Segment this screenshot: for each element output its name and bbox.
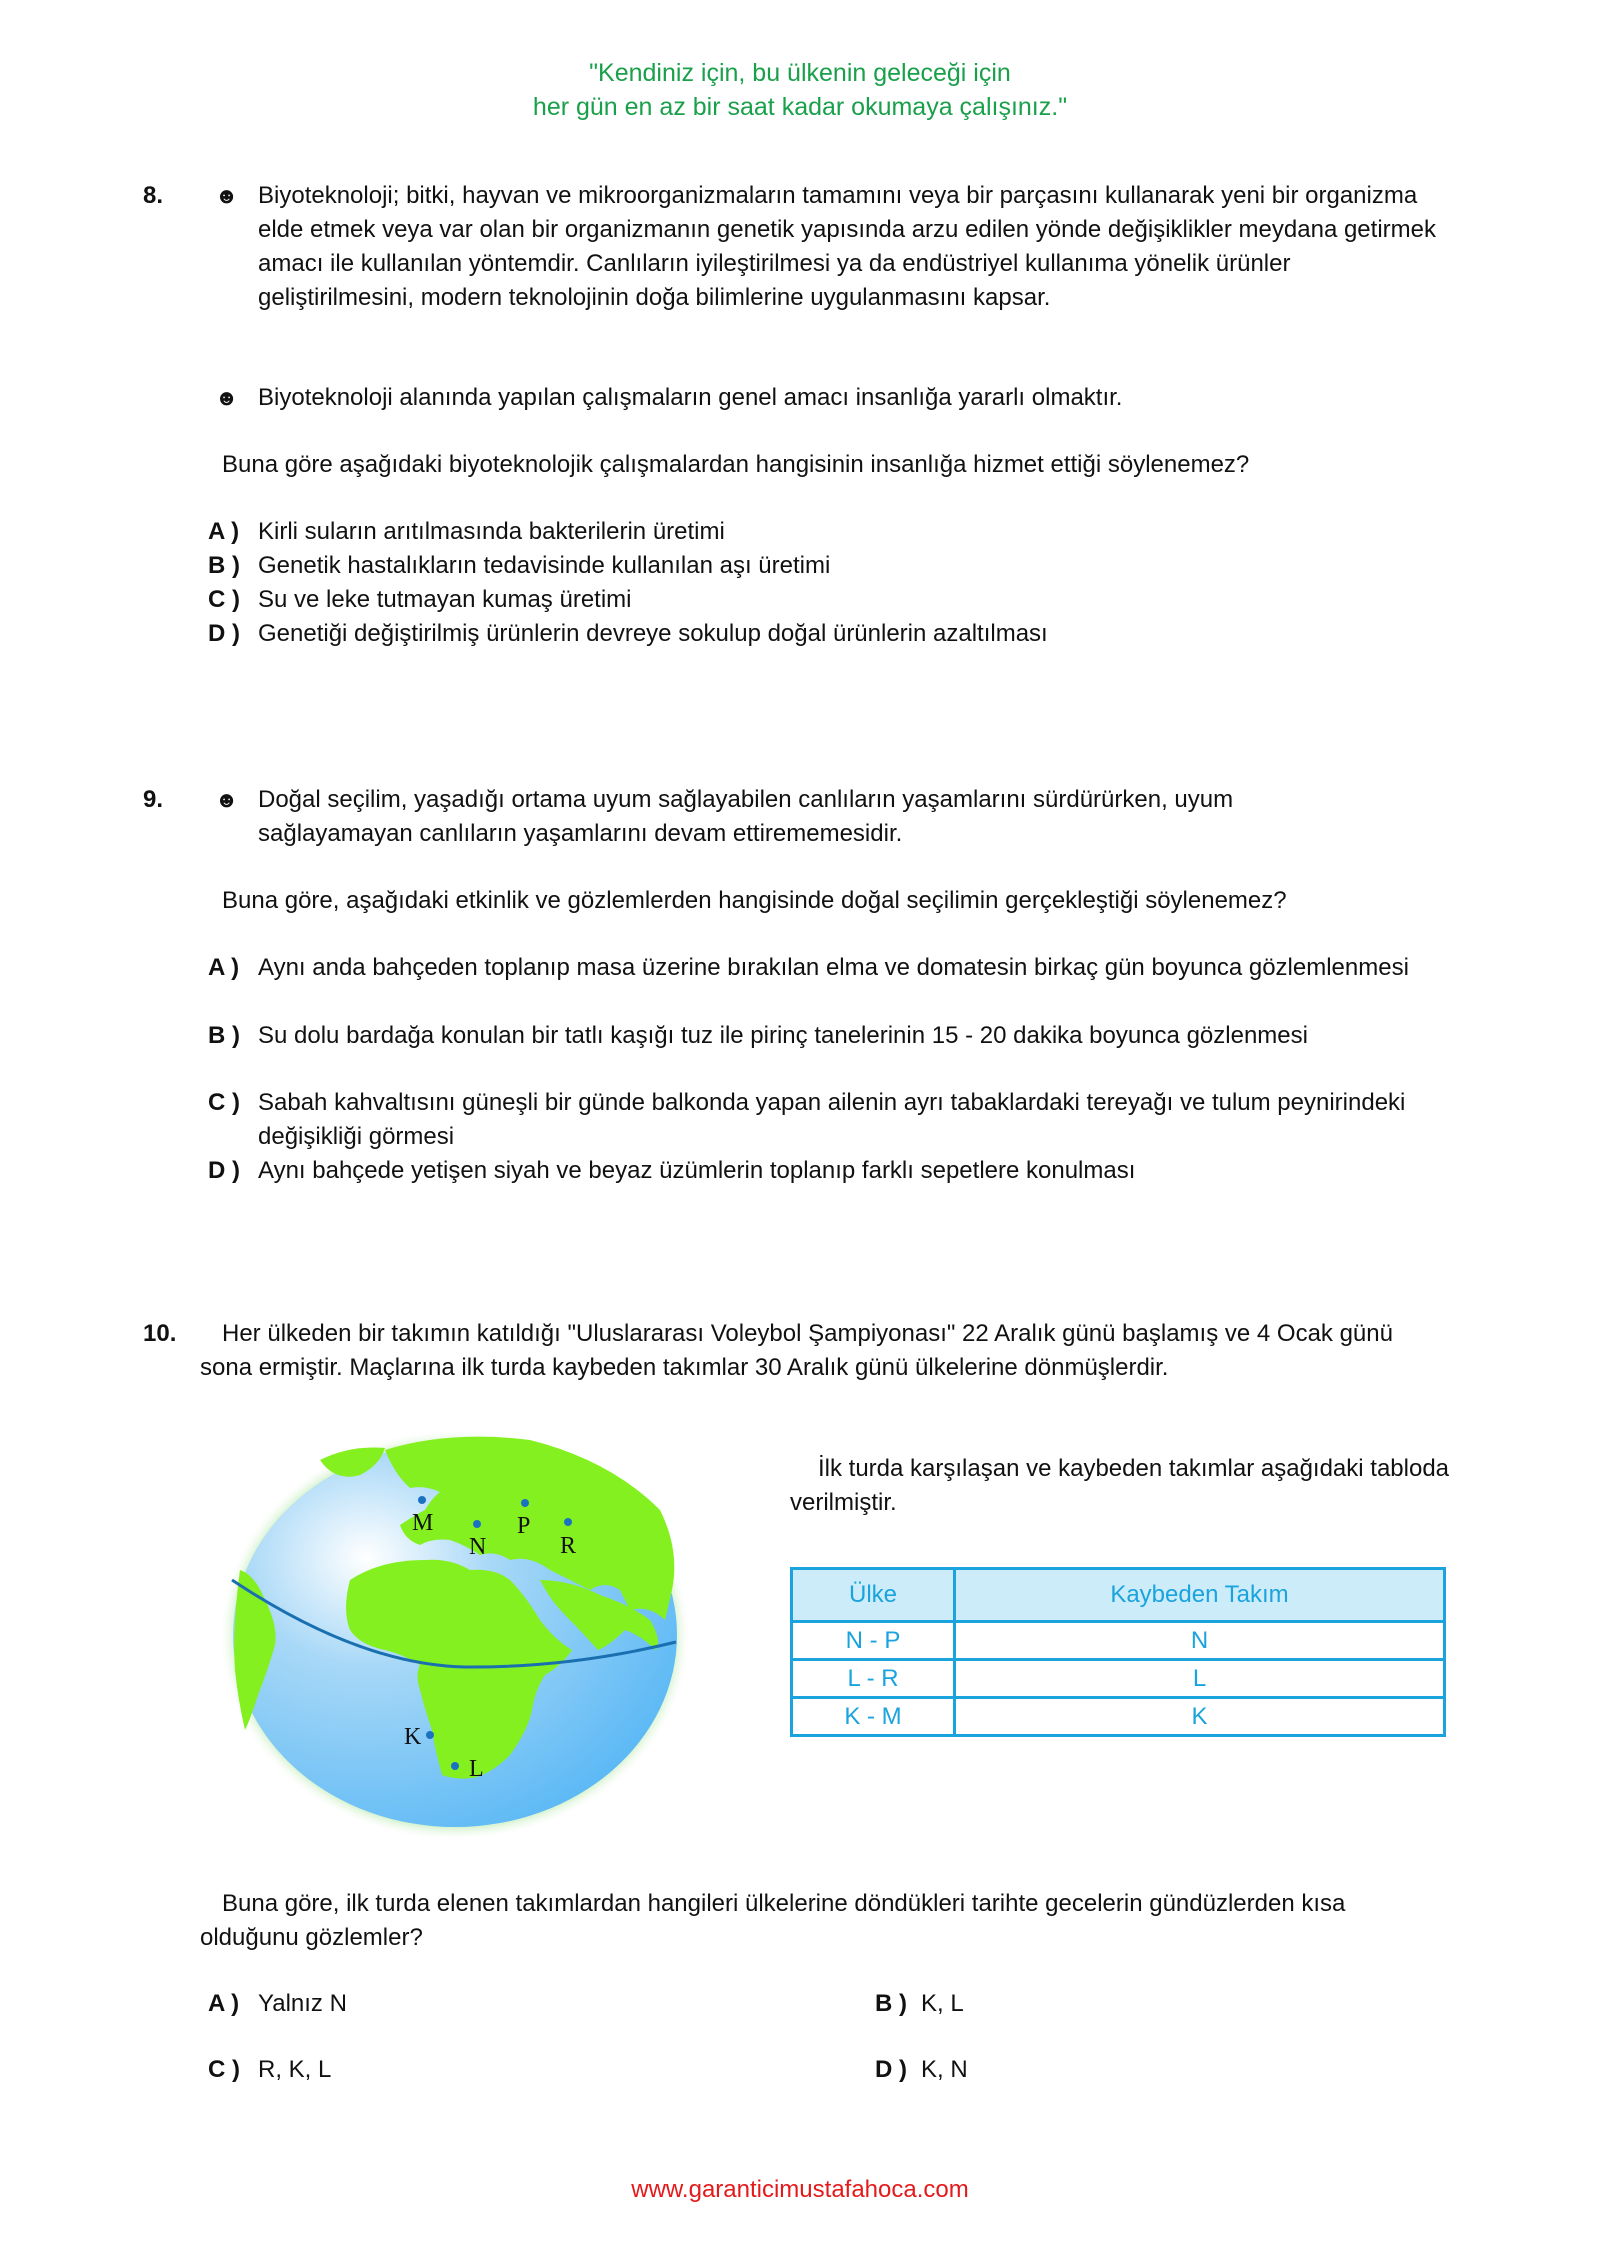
match-table — [790, 1567, 1446, 1737]
cell-losing-team: K — [955, 1698, 1445, 1736]
dot-p — [521, 1499, 529, 1507]
label-l: L — [469, 1756, 484, 1782]
label-p: P — [517, 1513, 531, 1539]
option-d[interactable] — [208, 617, 1438, 651]
option-text: Aynı anda bahçeden toplanıp masa üzerine bırakılan elma ve domatesin birkaç gün boyunca gözlemlenmesi — [258, 954, 1409, 981]
option-letter: D ) — [875, 2056, 907, 2083]
option-text: Genetik hastalıkların tedavisinde kullanılan aşı üretimi — [258, 552, 831, 579]
option-d[interactable] — [208, 1154, 1448, 1188]
option-letter: C ) — [208, 2056, 240, 2083]
option-c[interactable] — [208, 583, 1438, 617]
column-header-country: Ülke — [792, 1569, 955, 1622]
option-text: Kirli suların arıtılmasında bakterilerin üretimi — [258, 518, 725, 545]
option-c[interactable] — [208, 1086, 1448, 1154]
option-text: K, N — [921, 2056, 968, 2083]
smiley-icon: ☻ — [215, 385, 239, 410]
option-letter: B ) — [875, 1990, 907, 2017]
globe-illustration — [210, 1430, 700, 1850]
label-n: N — [469, 1534, 487, 1560]
footer-url[interactable]: www.garanticimustafahoca.com — [631, 2176, 969, 2203]
option-text: Su dolu bardağa konulan bir tatlı kaşığı tuz ile pirinç tanelerinin 15 - 20 dakika boyunca gözlenmesi — [258, 1022, 1308, 1049]
statement-1: Doğal seçilim, yaşadığı ortama uyum sağlayabilen canlıların yaşamlarını sürdürürken, uyum sağlayamayan canlıların yaşamlarını devam ettirememesidir. — [258, 786, 1234, 847]
option-a[interactable] — [208, 1987, 608, 2021]
option-c[interactable] — [208, 2053, 608, 2087]
option-letter: C ) — [208, 1089, 240, 1116]
cell-country: K - M — [792, 1698, 955, 1736]
option-b[interactable] — [875, 1987, 1175, 2021]
table-row — [792, 1660, 1445, 1698]
motto — [0, 56, 1600, 124]
question-number: 9. — [143, 786, 164, 813]
motto-line-1: "Kendiniz için, bu ülkenin geleceği için — [589, 59, 1011, 87]
option-d[interactable] — [875, 2053, 1175, 2087]
option-a[interactable] — [208, 951, 1428, 985]
table-row — [792, 1622, 1445, 1660]
option-letter: A ) — [208, 1990, 240, 2017]
table-header-row — [792, 1569, 1445, 1622]
option-b[interactable] — [208, 1019, 1358, 1053]
option-letter: A ) — [208, 954, 240, 981]
statement-2: Biyoteknoloji alanında yapılan çalışmaların genel amacı insanlığa yararlı olmaktır. — [258, 384, 1123, 411]
question-number: 10. — [143, 1320, 177, 1347]
cell-losing-team: N — [955, 1622, 1445, 1660]
option-text: Genetiği değiştirilmiş ürünlerin devreye sokulup doğal ürünlerin azaltılması — [258, 620, 1048, 647]
globe-svg — [210, 1430, 700, 1850]
table-intro: İlk turda karşılaşan ve kaybeden takımlar aşağıdaki tabloda verilmiştir. — [790, 1455, 1450, 1516]
smiley-icon: ☻ — [215, 183, 239, 208]
question-prompt: Buna göre aşağıdaki biyoteknolojik çalışmalardan hangisinin insanlığa hizmet ettiği söylenemez? — [222, 451, 1250, 478]
motto-line-2: her gün en az bir saat kadar okumaya çalışınız." — [532, 93, 1068, 121]
option-letter: D ) — [208, 1157, 240, 1184]
dot-n — [473, 1520, 481, 1528]
option-text: Su ve leke tutmayan kumaş üretimi — [258, 586, 632, 613]
statement-1: Biyoteknoloji; bitki, hayvan ve mikroorganizmaların tamamını veya bir parçasını kullanarak yeni bir organizma elde etmek veya var olan bir organizmanın genetik yapısında arzu edilen yönde değişiklikler meydana getirmek amacı ile kullanılan yöntemdir. Canlıların iyileştirilmesi ya da endüstriyel kullanıma yönelik ürünler geliştirilmesini, modern teknolojinin doğa bilimlerine uygulanmasını kapsar. — [258, 182, 1436, 311]
option-text: Aynı bahçede yetişen siyah ve beyaz üzümlerin toplanıp farklı sepetlere konulması — [258, 1157, 1136, 1184]
smiley-icon: ☻ — [215, 787, 239, 812]
option-text: K, L — [921, 1990, 964, 2017]
question-number: 8. — [143, 182, 164, 209]
column-header-losing-team: Kaybeden Takım — [955, 1569, 1445, 1622]
dot-r — [564, 1518, 572, 1526]
label-m: M — [412, 1510, 434, 1536]
option-text: Yalnız N — [258, 1990, 347, 2017]
option-letter: A ) — [208, 518, 240, 545]
option-letter: C ) — [208, 586, 240, 613]
question-intro: Her ülkeden bir takımın katıldığı "Uluslararası Voleybol Şampiyonası" 22 Aralık günü başlamış ve 4 Ocak günü sona ermiştir. Maçlarına ilk turda kaybeden takımlar 30 Aralık günü ülkelerine dönmüşlerdir. — [200, 1320, 1393, 1381]
question-prompt: Buna göre, ilk turda elenen takımlardan hangileri ülkelerine döndükleri tarihte gecelerin gündüzlerden kısa olduğunu gözlemler? — [200, 1890, 1346, 1951]
option-letter: B ) — [208, 552, 240, 579]
label-r: R — [560, 1533, 577, 1559]
option-letter: D ) — [208, 620, 240, 647]
dot-k — [426, 1731, 434, 1739]
question-prompt: Buna göre, aşağıdaki etkinlik ve gözlemlerden hangisinde doğal seçilimin gerçekleştiği söylenemez? — [222, 887, 1287, 914]
option-a[interactable] — [208, 515, 1438, 549]
option-b[interactable] — [208, 549, 1438, 583]
label-k: K — [404, 1724, 422, 1750]
option-text: R, K, L — [258, 2056, 332, 2083]
dot-l — [451, 1762, 459, 1770]
cell-country: L - R — [792, 1660, 955, 1698]
option-letter: B ) — [208, 1022, 240, 1049]
table-row — [792, 1698, 1445, 1736]
option-text: Sabah kahvaltısını güneşli bir günde balkonda yapan ailenin ayrı tabaklardaki tereyağı ve tulum peynirindeki değişikliği görmesi — [258, 1089, 1406, 1150]
cell-country: N - P — [792, 1622, 955, 1660]
cell-losing-team: L — [955, 1660, 1445, 1698]
dot-m — [418, 1496, 426, 1504]
